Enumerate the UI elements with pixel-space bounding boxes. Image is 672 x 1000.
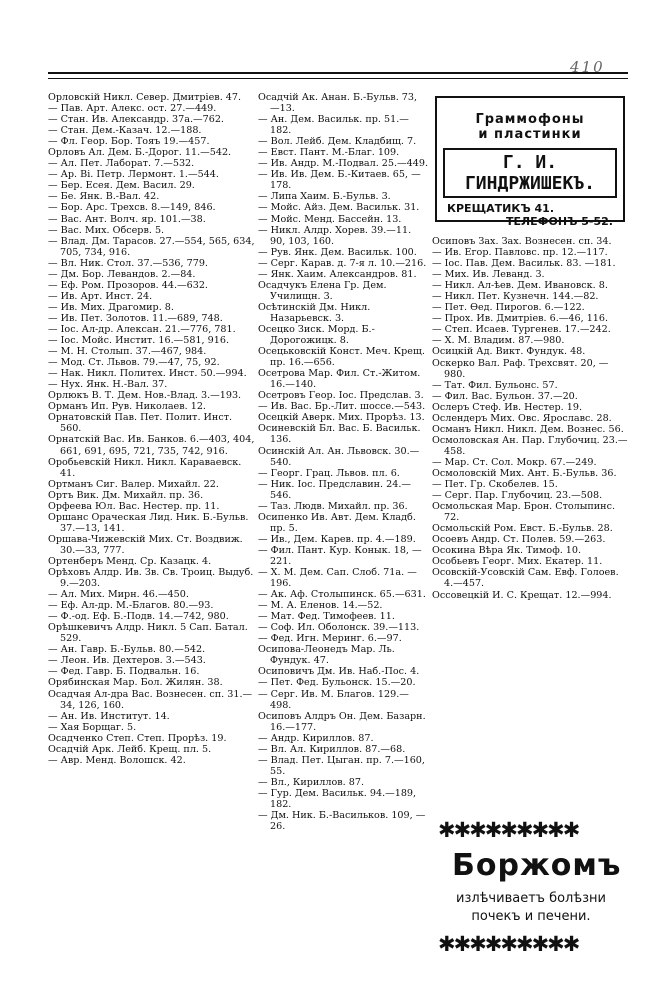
directory-entry: — Соф. Ил. Оболонск. 39.—113. [258, 622, 420, 634]
directory-entry: — Нак. Никл. Политех. Инст. 50.—994. [48, 368, 247, 380]
directory-entry: Орловскій Никл. Север. Дмитріев. 47. [48, 92, 242, 103]
directory-entry: — Мойс. Менд. Бассейн. 13. [258, 213, 402, 225]
directory-entry: — Еф. Ал-др. М.-Благов. 80.—93. [48, 600, 214, 612]
directory-entry: Ортманъ Сиг. Валер. Михайл. 22. [48, 478, 219, 490]
directory-entry: Осиповъ Зах. Зах. Вознесен. сп. 34. [432, 236, 612, 247]
directory-entry: — Прох. Ив. Дмитріев. 6.—46, 116. [432, 313, 609, 325]
directory-entry: Ортенберъ Менд. Ср. Казацк. 4. [48, 555, 212, 567]
directory-entry: — Влад. Дм. Тарасов. 27.—554, 565, 634, 705, 734, 916. [48, 235, 255, 258]
directory-entry: — Липа Хаим. Б.-Бульв. 3. [258, 191, 391, 203]
directory-entry: — Янк. Хаим. Александров. 81. [258, 268, 417, 280]
directory-entry: — Ан. Дем. Васильк. пр. 51.—182. [258, 114, 409, 137]
directory-entry: Осицкій Ад. Викт. Фундук. 48. [432, 346, 586, 358]
directory-entry: — Таз. Людв. Михайл. пр. 36. [258, 500, 408, 512]
directory-entry: — Іос. Мойс. Инстит. 16.—581, 916. [48, 335, 230, 347]
directory-entry: — Тат. Фил. Бульонс. 57. [432, 379, 558, 391]
directory-entry: — Ак. Аф. Столыпинск. 65.—631. [258, 589, 426, 601]
directory-entry: — Ив. Егор. Павловс. пр. 12.—117. [432, 247, 608, 259]
directory-entry: — Ив. Ив. Дем. Б.-Китаев. 65, —178. [258, 169, 421, 192]
directory-entry: Осиневскій Бл. Вас. Б. Васильк. 136. [258, 423, 421, 446]
directory-entry: Осадчая Ал-дра Вас. Вознесен. сп. 31.—34, 126, 160. [48, 688, 253, 711]
directory-entry: Осадчій Арк. Лейб. Крещ. пл. 5. [48, 743, 212, 755]
directory-entry: — Вл. Ник. Стол. 37.—536, 779. [48, 257, 208, 269]
directory-entry: Орловъ Ал. Дем. Б.-Дорог. 11.—542. [48, 147, 232, 159]
directory-column-2 [258, 92, 428, 832]
directory-entry: Осецкій Аверк. Мих. Прорѣз. 13. [258, 412, 425, 424]
directory-entry: Орябинская Мар. Бол. Жилян. 38. [48, 677, 223, 689]
directory-entry: Орманъ Ип. Рув. Николаев. 12. [48, 401, 206, 413]
directory-entry: — Стан. Дем.-Казач. 12.—188. [48, 125, 202, 137]
directory-entry: — Х. М. Владим. 87.—980. [432, 335, 565, 347]
directory-entry: — Серг. Карав. д. 7-я л. 10.—216. [258, 257, 427, 269]
ad-phone: ТЕЛЕФОНЪ 5-52. [505, 215, 613, 228]
directory-entry: Осѣтинскій Дм. Никл. Назарьевск. 3. [258, 301, 371, 324]
directory-entry: Осмольскій Ром. Евст. Б.-Бульв. 28. [432, 523, 613, 535]
directory-entry: — Ив. Мих. Драгомир. 8. [48, 301, 174, 313]
directory-entry: — Ан. Ив. Институт. 14. [48, 710, 170, 722]
directory-entry: — Бер. Есея. Дем. Васил. 29. [48, 180, 195, 192]
directory-entry: — Бор. Арс. Трехсв. 8.—149, 846. [48, 202, 216, 214]
header-rule-thin [48, 78, 628, 79]
directory-entry: Осадчукъ Елена Гр. Дем. Училищн. 3. [258, 279, 387, 302]
directory-entry: Ослеръ Стеф. Ив. Нестер. 19. [432, 401, 583, 413]
directory-entry: Осиповъ Алдръ Он. Дем. Базарн. 16.—177. [258, 710, 426, 733]
directory-entry: — Вол. Лейб. Дем. Кладбищ. 7. [258, 136, 417, 148]
directory-entry: — Пет. Фед. Бульонск. 15.—20. [258, 677, 416, 689]
gramophone-advertisement [435, 96, 625, 228]
directory-entry: Осмоловскій Мих. Ант. Б.-Бульв. 36. [432, 467, 617, 479]
directory-entry: — Пав. Арт. Алекс. ост. 27.—449. [48, 103, 217, 115]
directory-entry: — Фед. Гавр. Б. Подвальн. 16. [48, 666, 200, 678]
directory-entry: — Вас. Мих. Обсерв. 5. [48, 224, 165, 236]
directory-column-3 [432, 236, 628, 601]
directory-entry: — Рув. Янк. Дем. Васильк. 100. [258, 246, 417, 258]
directory-entry: Осипова-Леонедъ Мар. Ль. Фундук. 47. [258, 644, 395, 667]
ad-subheadline: и пластинки [478, 127, 582, 142]
directory-entry: — Фил. Пант. Кур. Конык. 18, —221. [258, 544, 422, 567]
directory-entry: Ортъ Вик. Дм. Михайл. пр. 36. [48, 489, 204, 501]
directory-entry: — Ан. Гавр. Б.-Бульв. 80.—542. [48, 644, 206, 656]
ornament-stars-top: ✱✱✱✱✱✱✱✱✱ [438, 818, 579, 842]
directory-entry: — Ар. Ві. Петр. Лермонт. 1.—544. [48, 169, 219, 181]
directory-entry: — Х. М. Дем. Сап. Слоб. 71а. —196. [258, 567, 417, 590]
directory-entry: — Стан. Ив. Александр. 37а.—762. [48, 114, 224, 126]
directory-entry: Осадчій Ак. Анан. Б.-Бульв. 73, —13. [258, 92, 418, 115]
directory-entry: Орѣховъ Алдр. Ив. Зв. Св. Троиц. Выдуб. 9.—203. [48, 567, 254, 590]
directory-entry: — Мод. Ст. Львов. 79.—47, 75, 92. [48, 357, 220, 369]
directory-entry: Осиповичъ Дм. Ив. Наб.-Пос. 4. [258, 666, 420, 678]
directory-entry: — Ив., Дем. Карев. пр. 4.—189. [258, 533, 416, 545]
directory-entry: Осецко Зиск. Морд. Б.-Дорогожицк. 8. [258, 323, 375, 347]
directory-entry: — Ник. Іос. Предславин. 24.—546. [258, 478, 411, 501]
directory-entry: — Бе. Янк. В.-Вал. 42. [48, 191, 160, 203]
directory-entry: — Леон. Ив. Дехтеров. 3.—543. [48, 655, 206, 667]
directory-entry: Осецьковскій Конст. Меч. Крещ. пр. 16.—656. [258, 346, 425, 369]
directory-entry: — Мих. Ив. Леванд. 3. [432, 269, 545, 281]
directory-entry: — Ив. Андр. М.-Подвал. 25.—449. [258, 158, 429, 170]
directory-entry: Оскерко Вал. Раф. Трехсвят. 20, —980. [432, 357, 609, 380]
directory-entry: — Еф. Ром. Прозоров. 44.—632. [48, 279, 208, 291]
directory-entry: — Вас. Ант. Волч. яр. 101.—38. [48, 213, 206, 225]
header-rule [48, 72, 628, 74]
directory-entry: Оршава-Чижевскій Мих. Ст. Воздвиж. 30.—33, 777. [48, 533, 243, 556]
directory-entry: — Влад. Пет. Цыган. пр. 7.—160, 55. [258, 754, 425, 777]
directory-entry: — Фл. Геор. Бор. Тояъ 19.—457. [48, 136, 210, 148]
page-number: 410 [570, 58, 605, 76]
directory-entry: Орѣшкевичъ Алдр. Никл. 5 Сап. Батал. 529. [48, 622, 248, 645]
directory-entry: — Ив. Вас. Бр.-Лит. шоссе.—543. [258, 401, 426, 413]
directory-entry: — Мат. Фед. Тимофеев. 11. [258, 611, 395, 623]
directory-entry: — М. А. Еленов. 14.—52. [258, 600, 383, 612]
directory-entry: — Хая Борщаг. 5. [48, 721, 137, 733]
directory-entry: Осокина Вѣра Як. Тимоф. 10. [432, 545, 582, 557]
ad-merchant-name: Г. И. ГИНДРЖИШЕКЪ. [443, 148, 617, 198]
directory-entry: — Дм. Бор. Левандов. 2.—84. [48, 268, 196, 280]
directory-entry: — Іос. Ал-др. Алексан. 21.—776, 781. [48, 323, 236, 335]
borjomi-ad-title: Боржомъ [452, 848, 622, 883]
directory-entry: — Серг. Пар. Глубочиц. 23.—508. [432, 490, 603, 502]
directory-entry: — Мар. Ст. Сол. Мокр. 67.—249. [432, 456, 597, 468]
directory-entry: — Георг. Грац. Львов. пл. 6. [258, 467, 400, 479]
directory-entry: — Ал. Мих. Мирн. 46.—450. [48, 589, 189, 601]
directory-entry: Оробьевскій Никл. Никл. Караваевск. 41. [48, 456, 242, 479]
directory-entry: — Ив. Пет. Золотов. 11.—689, 748. [48, 312, 223, 324]
directory-entry: — Ф.-од. Еф. Б.-Подв. 14.—742, 980. [48, 611, 229, 623]
directory-entry: — Никл. Ал-ѣев. Дем. Ивановск. 8. [432, 280, 608, 292]
directory-entry: Осовскій-Усовскій Сам. Евф. Голоев. 4.—457. [432, 567, 619, 590]
directory-entry: Осинскій Ал. Ан. Львовск. 30.—540. [258, 445, 420, 468]
directory-entry: — Ал. Пет. Лаборат. 7.—532. [48, 158, 195, 170]
directory-entry: — Авр. Менд. Волошск. 42. [48, 754, 186, 766]
directory-entry: — Евст. Пант. М.-Благ. 109. [258, 147, 400, 159]
directory-entry: — Андр. Кириллов. 87. [258, 732, 374, 744]
directory-entry: — Фил. Вас. Бульон. 37.—20. [432, 390, 578, 402]
ornament-stars-bottom: ✱✱✱✱✱✱✱✱✱ [438, 932, 579, 956]
directory-entry: Осипенко Ив. Авт. Дем. Кладб. пр. 5. [258, 511, 416, 534]
directory-entry: Орнатовскій Пав. Пет. Полит. Инст. 560. [48, 412, 233, 435]
borjomi-ad-text: излѣчиваетъ болѣзни почекъ и печени. [456, 891, 606, 924]
directory-entry: — Мойс. Айз. Дем. Васильк. 31. [258, 202, 420, 214]
directory-entry: — Никл. Пет. Кузнечн. 144.—82. [432, 291, 599, 303]
directory-entry: Осмоловская Ан. Пар. Глубочиц. 23.—458. [432, 434, 628, 457]
directory-entry: — Фед. Игн. Меринг. 6.—97. [258, 633, 402, 645]
directory-entry: — Гур. Дем. Васильк. 94.—189, 182. [258, 787, 417, 810]
directory-entry: — Пет. Өед. Пирогов. 6.—122. [432, 302, 585, 314]
directory-entry: Осоевъ Андр. Ст. Полев. 59.—263. [432, 534, 606, 546]
directory-column-1 [48, 92, 256, 766]
directory-entry: — Вл. Ал. Кириллов. 87.—68. [258, 743, 406, 755]
directory-entry: Орфеева Юл. Вас. Нестер. пр. 11. [48, 500, 220, 512]
directory-entry: Орлюкъ В. Т. Дем. Нов.-Влад. 3.—193. [48, 390, 242, 402]
directory-entry: — Степ. Исаев. Тургенев. 17.—242. [432, 324, 611, 336]
ad-headline: Граммофоны [475, 112, 585, 127]
directory-entry: Османъ Никл. Никл. Дем. Вознес. 56. [432, 423, 624, 435]
directory-entry: — М. Н. Столып. 37.—467, 984. [48, 346, 207, 358]
directory-entry: — Ив. Арт. Инст. 24. [48, 290, 153, 302]
directory-entry: — Вл., Кириллов. 87. [258, 776, 365, 788]
directory-entry: — Іос. Пав. Дем. Васильк. 83. —181. [432, 258, 616, 270]
directory-entry: — Пет. Гр. Скобелев. 15. [432, 479, 558, 491]
directory-entry: — Никл. Алдр. Хорев. 39.—11. 90, 103, 160. [258, 224, 412, 247]
directory-entry: Оршанс Ораческая Лид. Ник. Б.-Бульв. 37.—13, 141. [48, 511, 249, 534]
directory-entry: Осадченко Степ. Степ. Прорѣз. 19. [48, 732, 227, 744]
directory-entry: Орнатскій Вас. Ив. Банков. 6.—403, 404, 661, 691, 695, 721, 735, 742, 916. [48, 434, 255, 457]
directory-entry: Оссовецкій И. С. Крещат. 12.—994. [432, 589, 612, 601]
directory-entry: — Дм. Ник. Б.-Васильков. 109, —26. [258, 810, 426, 833]
directory-entry: Осетрова Мар. Фил. Ст.-Житом. 16.—140. [258, 368, 421, 391]
directory-entry: Осетровъ Геор. Іос. Предслав. 3. [258, 390, 424, 402]
directory-entry: Особьевъ Георг. Мих. Екатер. 11. [432, 556, 603, 568]
directory-entry: — Серг. Ив. М. Благов. 129.—498. [258, 688, 409, 711]
ad-address: КРЕЩАТИКЪ 41. [447, 202, 555, 215]
directory-entry: — Нух. Янк. Н.-Вал. 37. [48, 379, 168, 391]
directory-entry: Ослендеръ Мих. Овс. Ярославс. 28. [432, 412, 612, 424]
directory-entry: Осмольская Мар. Брон. Столыпинс. 72. [432, 501, 615, 524]
